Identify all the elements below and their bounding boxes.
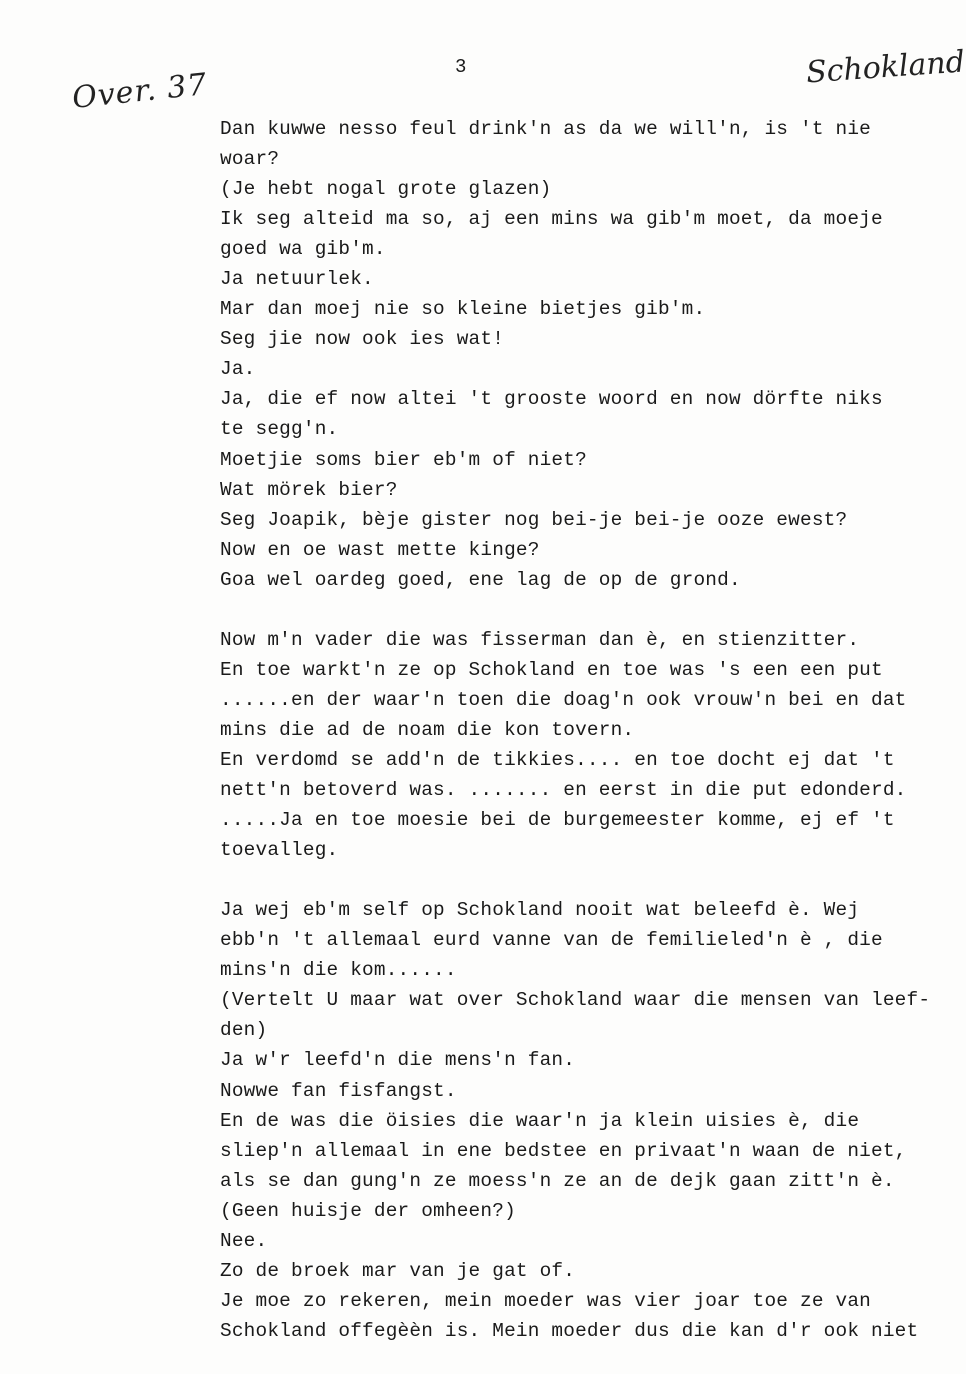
text-line: sliep'n allemaal in ene bedstee en privaat'n waan de niet,	[220, 1139, 907, 1162]
text-line: En toe warkt'n ze op Schokland en toe was 's een een put	[220, 658, 883, 681]
text-line: Nee.	[220, 1229, 268, 1252]
text-line: woar?	[220, 148, 280, 171]
text-line: Je moe zo rekeren, mein moeder was vier joar toe ze van	[220, 1289, 871, 1312]
text-line: nett'n betoverd was. ....... en eerst in die put edonderd.	[220, 779, 907, 802]
text-line: (Geen huisje der omheen?)	[220, 1199, 516, 1222]
text-line: Ja netuurlek.	[220, 268, 374, 291]
text-line: Ja wej eb'm self op Schokland nooit wat beleefd è. Wej	[220, 899, 860, 922]
text-line: Seg Joapik, bèje gister nog bei-je bei-je ooze ewest?	[220, 508, 848, 531]
text-line: .....Ja en toe moesie bei de burgemeester komme, ej ef 't	[220, 809, 895, 832]
text-line: En de was die öisies die waar'n ja klein uisies è, die	[220, 1109, 860, 1132]
handwritten-reference-note: Over. 37	[70, 67, 210, 116]
text-line: Zo de broek mar van je gat of.	[220, 1259, 576, 1282]
handwritten-title-note: Schokland	[804, 44, 966, 91]
paragraph	[220, 114, 950, 595]
text-line: Wat mörek bier?	[220, 478, 398, 501]
text-line: Goa wel oardeg goed, ene lag de op de grond.	[220, 568, 741, 591]
text-line: den)	[220, 1019, 268, 1042]
text-line: Now m'n vader die was fisserman dan è, en stienzitter.	[220, 628, 860, 651]
typescript-body	[220, 114, 950, 1346]
text-line: mins die ad de noam die kon tovern.	[220, 718, 635, 741]
text-line: Now en oe wast mette kinge?	[220, 538, 540, 561]
text-line: toevalleg.	[220, 839, 339, 862]
paragraph-gap	[220, 595, 950, 625]
text-line: Ja.	[220, 358, 256, 381]
text-line: Nowwe fan fisfangst.	[220, 1079, 457, 1102]
text-line: ebb'n 't allemaal eurd vanne van de femilieled'n è , die	[220, 929, 883, 952]
text-line: (Je hebt nogal grote glazen)	[220, 178, 552, 201]
text-line: ......en der waar'n toen die doag'n ook vrouw'n bei en dat	[220, 688, 907, 711]
text-line: mins'n die kom......	[220, 959, 457, 982]
text-line: te segg'n.	[220, 418, 339, 441]
text-line: Moetjie soms bier eb'm of niet?	[220, 448, 587, 471]
paragraph-gap	[220, 865, 950, 895]
text-line: Dan kuwwe nesso feul drink'n as da we will'n, is 't nie	[220, 118, 871, 140]
text-line: En verdomd se add'n de tikkies.... en toe docht ej dat 't	[220, 748, 895, 771]
page-number: 3	[455, 56, 467, 78]
paragraph	[220, 625, 950, 865]
text-line: Schokland offegèèn is. Mein moeder dus die kan d'r ook niet	[220, 1319, 919, 1342]
text-line: Ik seg alteid ma so, aj een mins wa gib'm moet, da moeje	[220, 208, 883, 231]
paragraph	[220, 895, 950, 1346]
text-line: Ja w'r leefd'n die mens'n fan.	[220, 1049, 576, 1072]
text-line: goed wa gib'm.	[220, 238, 386, 261]
text-line: als se dan gung'n ze moess'n ze an de dejk gaan zitt'n è.	[220, 1169, 895, 1192]
text-line: Mar dan moej nie so kleine bietjes gib'm.	[220, 298, 706, 321]
text-line: Ja, die ef now altei 't grooste woord en now dörfte niks	[220, 388, 883, 411]
text-line: Seg jie now ook ies wat!	[220, 328, 505, 351]
text-line: (Vertelt U maar wat over Schokland waar die mensen van leef-	[220, 989, 931, 1012]
